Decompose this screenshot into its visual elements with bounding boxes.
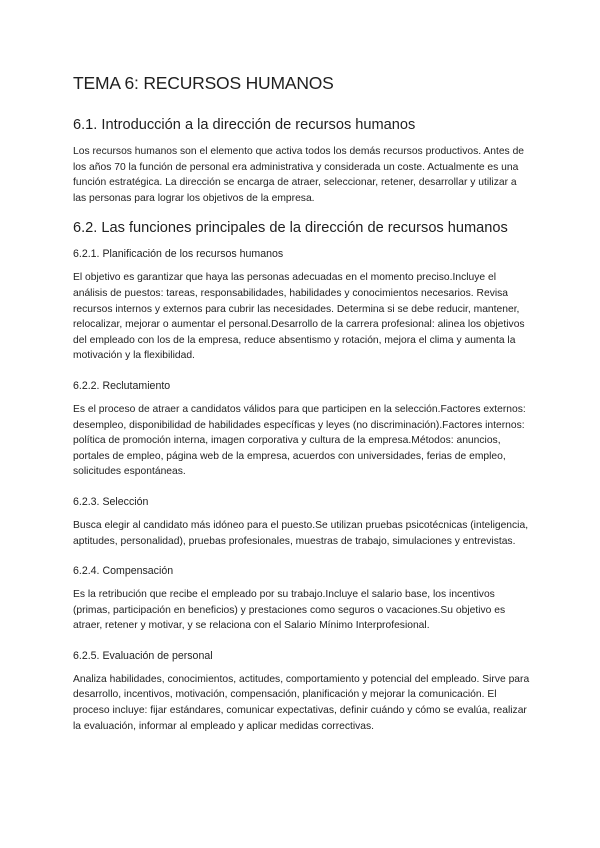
subsection-paragraph-6-2-2: Es el proceso de atraer a candidatos válidos para que participen en la selección.Factores externos: desempleo, disponibilidad de habilidades específicas y leyes (no discriminación).Factores internos: política de promoción interna, imagen corporativa y cultura de la empresa.Métodos: anuncios, portales de empleo, página web de la empresa, acuerdos con universidades, ferias de empleo, solicitudes espontáneas. — [73, 403, 526, 478]
subsection-heading-6-2-1: 6.2.1. Planificación de los recursos humanos — [73, 248, 284, 261]
section-heading-6-1: 6.1. Introducción a la dirección de recursos humanos — [73, 117, 416, 133]
subsection-compensacion — [73, 564, 530, 634]
subsection-paragraph-6-2-1: El objetivo es garantizar que haya las personas adecuadas en el momento preciso.Incluye el análisis de puestos: tareas, responsabilidades, habilidades y conocimientos necesarios. Revisa recursos internos y externos para cubrir las necesidades. Determina si se debe reducir, mantener, relocalizar, mejorar o aumentar el personal.Desarrollo de la carrera profesional: alinea los objetivos del empleado con los de la empresa, reduce absentismo y rotación, mejora el clima y aumenta la motivación y la flexibilidad. — [73, 272, 525, 362]
subsection-reclutamiento — [73, 379, 530, 480]
document-title: TEMA 6: RECURSOS HUMANOS — [73, 73, 334, 93]
section-introduccion — [73, 116, 530, 206]
subsection-heading-6-2-2: 6.2.2. Reclutamiento — [73, 379, 171, 392]
subsection-planificacion — [73, 247, 530, 364]
subsection-heading-6-2-3: 6.2.3. Selección — [73, 495, 149, 508]
section-heading-6-2: 6.2. Las funciones principales de la dirección de recursos humanos — [73, 220, 508, 237]
subsection-heading-6-2-4: 6.2.4. Compensación — [73, 565, 174, 578]
subsection-evaluacion — [73, 649, 530, 734]
subsection-heading-6-2-5: 6.2.5. Evaluación de personal — [73, 649, 213, 662]
subsection-seleccion — [73, 495, 530, 549]
section-funciones — [73, 219, 530, 734]
section-paragraph-6-1: Los recursos humanos son el elemento que activa todos los demás recursos productivos. Antes de los años 70 la función de personal era administrativa y considerada un coste. Actualmente es una función estratégica. La dirección se encarga de atraer, seleccionar, retener, desarrollar y utilizar a las personas para lograr los objetivos de la empresa. — [73, 146, 525, 204]
subsection-paragraph-6-2-3: Busca elegir al candidato más idóneo para el puesto.Se utilizan pruebas psicotécnicas (inteligencia, aptitudes, personalidad), pruebas profesionales, muestras de trabajo, simulaciones y entrevistas. — [73, 519, 529, 547]
subsection-paragraph-6-2-5: Analiza habilidades, conocimientos, actitudes, comportamiento y potencial del empleado. Sirve para desarrollo, incentivos, motivación, compensación, planificación y mejorar la comunicación. El proceso incluye: fijar estándares, comunicar expectativas, definir cuándo y cómo se evalúa, realizar la evaluación, informar al empleado y aplicar medidas correctivas. — [73, 673, 530, 732]
subsection-paragraph-6-2-4: Es la retribución que recibe el empleado por su trabajo.Incluye el salario base, los incentivos (primas, participación en beneficios) y prestaciones como seguros o vacaciones.Su objetivo es atraer, retener y motivar, y se relaciona con el Salario Mínimo Interprofesional. — [73, 589, 506, 632]
